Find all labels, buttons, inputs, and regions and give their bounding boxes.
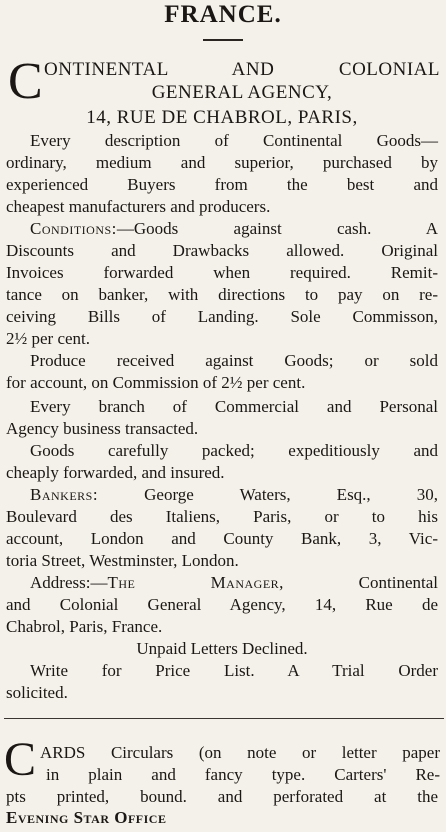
ad-text-line: solicited. xyxy=(6,683,68,702)
ad-text-line: pts printed, bound. and perforated at the xyxy=(6,787,438,806)
address-label: Address:— xyxy=(30,573,108,592)
ad-text-line: Every branch of Commercial and Personal xyxy=(30,397,438,416)
unpaid-notice: Unpaid Letters Declined. xyxy=(136,639,308,658)
ad-text-line: ordinary, medium and superior, purchased by xyxy=(6,153,438,172)
office-name: Evening Star Office xyxy=(6,808,167,827)
ad-text-line: Chabrol, Paris, France. xyxy=(6,617,163,636)
ad-text-line: Every description of Continental Goods— xyxy=(30,131,438,150)
ad-text-line: Discounts and Drawbacks allowed. Original xyxy=(6,241,438,260)
address-line xyxy=(6,572,438,593)
ad-text-line: Produce received against Goods; or sold xyxy=(30,351,438,370)
ad-text-line: for account, on Commission of 2½ per cent. xyxy=(6,373,306,392)
ad-text-line: in plain and fancy type. Carters' Re- xyxy=(46,765,440,784)
manager-label: The Manager, xyxy=(107,573,284,592)
ad-text-line: toria Street, Westminster, London. xyxy=(6,551,239,570)
ad-text-line: Agency business transacted. xyxy=(6,419,199,438)
ad-text-line: cheapest manufacturers and producers. xyxy=(6,197,271,216)
conditions-label: Conditions: xyxy=(30,219,117,238)
drop-cap: C xyxy=(4,733,37,786)
ad-text-line: Boulevard des Italiens, Paris, or to his xyxy=(6,507,438,526)
bankers-text: George Waters, Esq., 30, xyxy=(98,485,438,504)
ad-text-line: experienced Buyers from the best and xyxy=(6,175,438,194)
ad-text-line: cheaply forwarded, and insured. xyxy=(6,463,225,482)
conditions-line xyxy=(6,218,438,239)
ad-text-line: Invoices forwarded when required. Remit- xyxy=(6,263,438,282)
ad-text-line: ARDS Circulars (on note or letter paper xyxy=(40,743,440,762)
bankers-line xyxy=(6,484,438,505)
ad-text-line: and Colonial General Agency, 14, Rue de xyxy=(6,595,438,614)
column-rule xyxy=(4,718,444,719)
drop-cap: C xyxy=(8,53,43,110)
ad-title-line-1: ONTINENTAL AND COLONIAL xyxy=(44,59,440,80)
section-heading: FRANCE. xyxy=(164,1,282,28)
heading-dash xyxy=(203,39,243,41)
ad-title-line-2: GENERAL AGENCY, xyxy=(151,82,333,103)
address-text: Continental xyxy=(283,573,438,592)
ad-text-line: 2½ per cent. xyxy=(6,329,91,348)
ad-text-line: Goods carefully packed; expeditiously and xyxy=(30,441,438,460)
ad-text-line: Write for Price List. A Trial Order xyxy=(30,661,438,680)
ad-text-line: tance on banker, with directions to pay on re- xyxy=(6,285,438,304)
ad-address: 14, RUE DE CHABROL, PARIS, xyxy=(86,107,358,128)
ad-text-line: ceiving Bills of Landing. Sole Commisson, xyxy=(6,307,438,326)
ad-text-line: account, London and County Bank, 3, Vic- xyxy=(6,529,438,548)
conditions-text: —Goods against cash. A xyxy=(116,219,438,238)
bankers-label: Bankers: xyxy=(30,485,99,504)
